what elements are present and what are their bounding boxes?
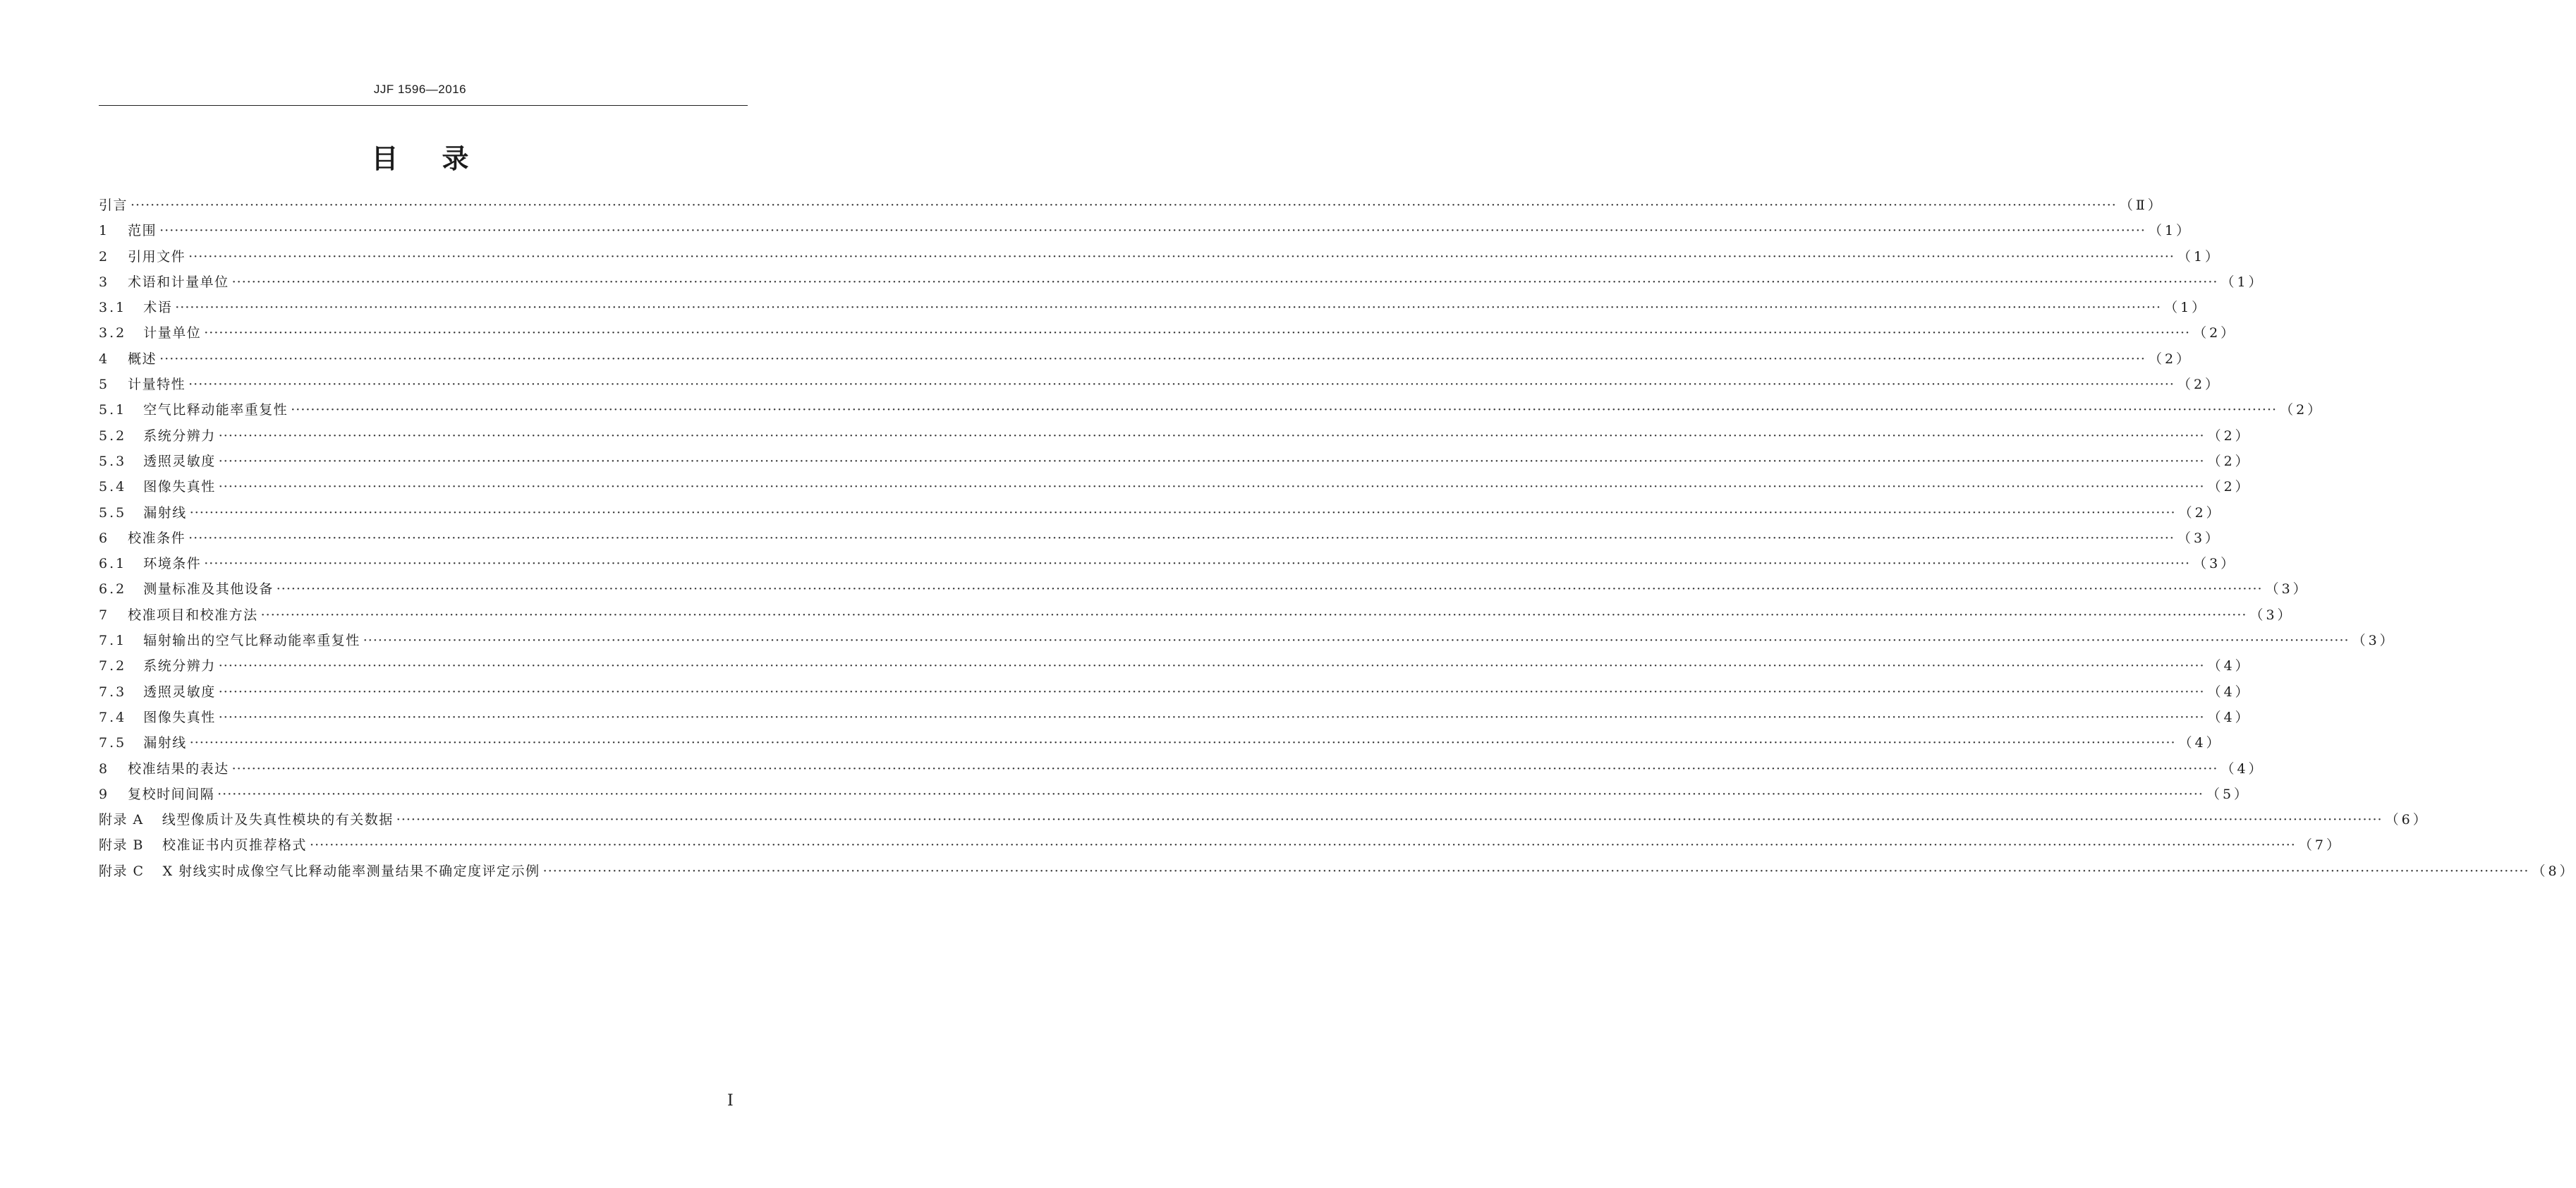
toc-dot-leader: ················································································································································································································································································································································································································ [218, 453, 2205, 469]
toc-dot-leader: ················································································································································································································································································································································································································ [231, 760, 2218, 777]
document-code: JJF 1596—2016 [373, 83, 467, 96]
toc-entry-title: 线型像质计及失真性模块的有关数据 [162, 812, 394, 828]
toc-entry-title: 术语和计量单位 [128, 274, 229, 290]
toc-entry-title: 透照灵敏度 [143, 453, 216, 469]
header-divider [99, 105, 748, 106]
toc-entry-page: （4） [2207, 709, 2252, 725]
toc-entry[interactable] [99, 605, 2294, 630]
toc-entry-title: 范围 [128, 223, 157, 239]
toc-entry[interactable] [99, 399, 2324, 425]
toc-entry-page: （3） [2177, 530, 2222, 546]
toc-entry-page: （Ⅱ） [2119, 198, 2164, 213]
toc-entry-page: （3） [2265, 581, 2309, 598]
toc-entry[interactable] [99, 297, 2209, 322]
toc-entry-page: （2） [2280, 402, 2324, 418]
toc-entry-title: 复校时间间隔 [128, 786, 215, 802]
toc-entry-title: 漏射线 [143, 735, 187, 751]
toc-entry[interactable] [99, 630, 2396, 655]
toc-entry-number: 7.1 [99, 633, 127, 649]
toc-dot-leader: ················································································································································································································································································································································································································ [188, 530, 2175, 546]
toc-entry[interactable] [99, 502, 2223, 528]
toc-entry-number: 附录 A [99, 812, 144, 828]
toc-entry-page: （4） [2178, 735, 2223, 751]
toc-entry-page: （2） [2178, 504, 2223, 521]
toc-entry-page: （8） [2532, 863, 2576, 879]
toc-entry[interactable] [99, 758, 2265, 784]
toc-dot-leader: ················································································································································································································································································································································································································ [175, 300, 2162, 316]
toc-entry-title: 校准结果的表达 [128, 760, 229, 777]
toc-entry-number: 4 [99, 351, 110, 367]
toc-entry-number: 7.5 [99, 735, 127, 751]
toc-entry-page: （2） [2207, 479, 2252, 495]
toc-entry-number: 5.3 [99, 453, 127, 469]
toc-entry-number: 5.1 [99, 402, 127, 418]
toc-entry-page: （1） [2164, 300, 2209, 316]
toc-entry[interactable] [99, 578, 2309, 604]
toc-dot-leader: ················································································································································································································································································································································································································ [204, 556, 2191, 572]
toc-dot-leader: ················································································································································································································································································································································································································ [218, 428, 2205, 444]
toc-entry-page: （2） [2207, 453, 2252, 469]
toc-entry-number: 5.4 [99, 479, 127, 495]
toc-entry-number: 6.2 [99, 581, 127, 598]
toc-entry[interactable] [99, 348, 2193, 374]
toc-dot-leader: ················································································································································································································································································································································································································ [218, 658, 2205, 674]
toc-entry-page: （4） [2207, 658, 2252, 674]
toc-dot-leader: ················································································································································································································································································································································································································ [130, 198, 2117, 213]
toc-entry-page: （2） [2207, 428, 2252, 444]
toc-dot-leader: ················································································································································································································································································································································································································ [159, 351, 2146, 367]
toc-dot-leader: ················································································································································································································································································································································································································ [204, 325, 2191, 341]
toc-dot-leader: ················································································································································································································································································································································································································ [310, 837, 2296, 854]
toc-entry-title: 漏射线 [143, 504, 187, 521]
toc-entry-page: （3） [2193, 556, 2237, 572]
toc-entry-number: 6 [99, 530, 110, 546]
toc-entry-page: （2） [2177, 377, 2222, 393]
toc-entry[interactable] [99, 246, 2222, 272]
toc-entry[interactable] [99, 322, 2237, 348]
toc-entry[interactable] [99, 835, 2343, 860]
toc-entry-title: 概述 [128, 351, 157, 367]
toc-entry-page: （3） [2249, 607, 2294, 623]
toc-entry-number: 5.5 [99, 504, 127, 521]
toc-entry-number: 3.2 [99, 325, 127, 341]
toc-entry[interactable] [99, 784, 2251, 809]
toc-dot-leader: ················································································································································································································································································································································································································ [291, 402, 2278, 418]
toc-entry[interactable] [99, 681, 2252, 707]
toc-dot-leader: ················································································································································································································································································································································································································ [188, 377, 2175, 393]
toc-entry-title: 引用文件 [128, 248, 186, 265]
table-of-contents [99, 195, 2576, 886]
toc-entry-number: 9 [99, 786, 110, 802]
toc-entry-title: 校准证书内页推荐格式 [162, 837, 308, 854]
toc-entry[interactable] [99, 374, 2222, 399]
toc-dot-leader: ················································································································································································································································································································································································································ [218, 479, 2205, 495]
toc-entry-number: 7 [99, 607, 110, 623]
toc-dot-leader: ················································································································································································································································································································································································································ [189, 504, 2176, 521]
toc-dot-leader: ················································································································································································································································································································································································································ [218, 709, 2205, 725]
toc-entry-page: （4） [2207, 684, 2252, 700]
toc-entry-page: （2） [2148, 351, 2193, 367]
toc-entry-title: 术语 [143, 300, 173, 316]
toc-entry-page: （1） [2177, 248, 2222, 265]
toc-entry[interactable] [99, 809, 2429, 835]
toc-entry-page: （7） [2298, 837, 2343, 854]
toc-dot-leader: ················································································································································································································································································································································································································ [218, 684, 2205, 700]
page-folio: I [727, 1092, 734, 1110]
toc-dot-leader: ················································································································································································································································································································································································································ [276, 581, 2263, 598]
toc-dot-leader: ················································································································································································································································································································································································································ [217, 786, 2204, 802]
toc-entry-title: 计量特性 [128, 377, 186, 393]
toc-entry[interactable] [99, 476, 2252, 502]
toc-entry-number: 7.2 [99, 658, 127, 674]
toc-entry-number: 1 [99, 223, 110, 239]
toc-entry-title: X 射线实时成像空气比释动能率测量结果不确定度评定示例 [162, 863, 540, 879]
toc-dot-leader: ················································································································································································································································································································································································································ [159, 223, 2146, 239]
toc-entry-title: 图像失真性 [143, 709, 216, 725]
toc-entry-number: 8 [99, 760, 110, 777]
toc-entry[interactable] [99, 195, 2164, 220]
toc-entry-page: （5） [2206, 786, 2251, 802]
toc-dot-leader: ················································································································································································································································································································································································································ [189, 735, 2176, 751]
toc-entry-page: （6） [2385, 812, 2429, 828]
toc-entry[interactable] [99, 707, 2252, 732]
toc-entry-title: 计量单位 [143, 325, 202, 341]
toc-entry[interactable] [99, 732, 2223, 758]
toc-entry-number: 7.4 [99, 709, 127, 725]
toc-dot-leader: ················································································································································································································································································································································································································ [363, 633, 2350, 649]
toc-entry[interactable] [99, 272, 2265, 297]
toc-dot-leader: ················································································································································································································································································································································································································ [231, 274, 2218, 290]
toc-dot-leader: ················································································································································································································································································································································································································ [542, 863, 2529, 879]
toc-entry-title: 校准条件 [128, 530, 186, 546]
toc-entry[interactable] [99, 528, 2222, 553]
toc-entry-number: 3.1 [99, 300, 127, 316]
toc-entry-title: 系统分辨力 [143, 658, 216, 674]
toc-entry-number: 5 [99, 377, 110, 393]
toc-entry-number: 5.2 [99, 428, 127, 444]
toc-entry-title: 校准项目和校准方法 [128, 607, 258, 623]
toc-entry-number: 附录 C [99, 863, 145, 879]
toc-entry-title: 透照灵敏度 [143, 684, 216, 700]
toc-entry-page: （4） [2220, 760, 2265, 777]
toc-entry-number: 7.3 [99, 684, 127, 700]
toc-entry-number: 附录 B [99, 837, 145, 854]
toc-entry[interactable] [99, 861, 2576, 886]
toc-entry-title: 环境条件 [143, 556, 202, 572]
toc-dot-leader: ················································································································································································································································································································································································································ [188, 248, 2175, 265]
toc-entry-page: （1） [2148, 223, 2193, 239]
toc-entry-title: 测量标准及其他设备 [143, 581, 274, 598]
toc-entry[interactable] [99, 425, 2252, 451]
toc-entry-title: 引言 [99, 198, 128, 213]
toc-entry-number: 2 [99, 248, 110, 265]
toc-entry-number: 3 [99, 274, 110, 290]
toc-dot-leader: ················································································································································································································································································································································································································ [260, 607, 2247, 623]
toc-entry-title: 空气比释动能率重复性 [143, 402, 288, 418]
toc-entry-title: 辐射输出的空气比释动能率重复性 [143, 633, 360, 649]
toc-entry-title: 图像失真性 [143, 479, 216, 495]
toc-dot-leader: ················································································································································································································································································································································································································ [396, 812, 2383, 828]
toc-entry-title: 系统分辨力 [143, 428, 216, 444]
toc-entry-page: （1） [2220, 274, 2265, 290]
toc-entry[interactable] [99, 451, 2252, 476]
toc-entry-page: （3） [2352, 633, 2396, 649]
toc-entry[interactable] [99, 220, 2193, 246]
toc-entry[interactable] [99, 553, 2237, 578]
page-title: 目录 [371, 143, 513, 174]
toc-entry[interactable] [99, 655, 2252, 681]
toc-entry-number: 6.1 [99, 556, 127, 572]
toc-entry-page: （2） [2193, 325, 2237, 341]
